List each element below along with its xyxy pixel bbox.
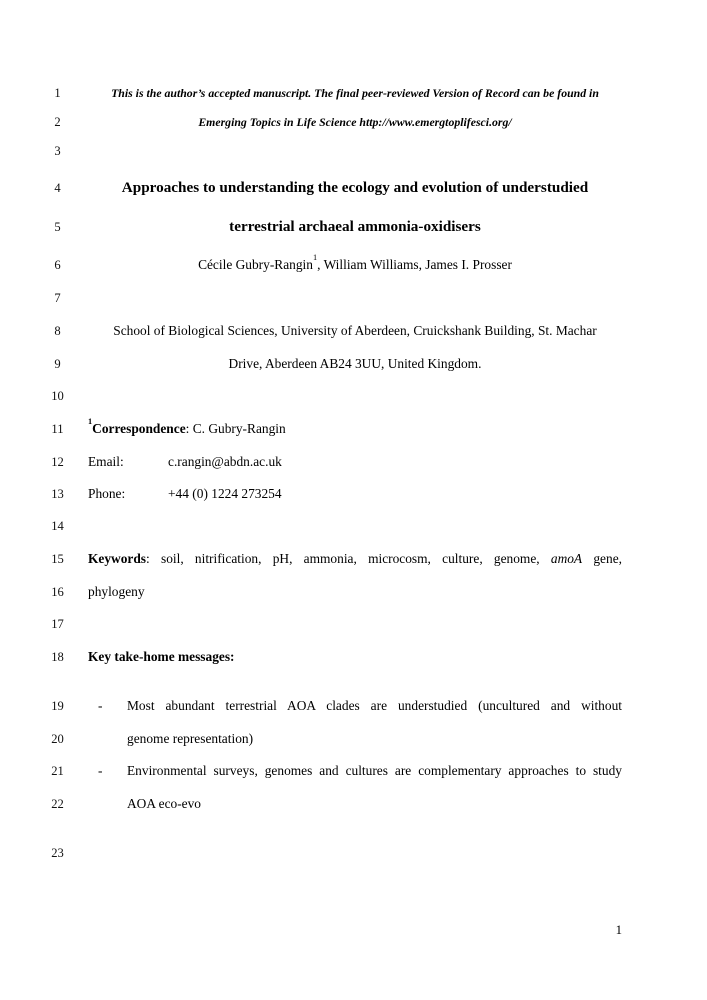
keywords-label: Keywords xyxy=(88,551,147,566)
manuscript-line-16 xyxy=(0,582,707,602)
line-number: 5 xyxy=(54,220,61,234)
paper-title-line2: terrestrial archaeal ammonia-oxidisers xyxy=(229,218,481,235)
correspondence-line xyxy=(88,416,622,439)
email-line xyxy=(88,452,622,472)
manuscript-line-13 xyxy=(0,484,707,504)
manuscript-line-9 xyxy=(0,354,707,374)
manuscript-line-18 xyxy=(0,647,707,667)
phone-line xyxy=(88,484,622,504)
manuscript-line-12 xyxy=(0,452,707,472)
correspondence-superscript: 1 xyxy=(88,416,93,426)
email-label: Email: xyxy=(88,454,124,469)
message-item-2-line1 xyxy=(88,761,622,781)
line-number: 13 xyxy=(51,487,64,501)
line-number: 8 xyxy=(54,324,61,338)
line-number: 20 xyxy=(51,732,64,746)
authors-rest: , William Williams, James I. Prosser xyxy=(317,257,512,272)
keywords-line xyxy=(88,549,622,569)
paper-title-line1: Approaches to understanding the ecology and evolution of understudied xyxy=(121,179,589,196)
line-number: 7 xyxy=(54,291,61,305)
manuscript-line-11 xyxy=(0,416,707,439)
line-number: 3 xyxy=(54,144,61,158)
message-item-2-text1: Environmental surveys, genomes and cultures are complementary approaches to study xyxy=(127,763,622,778)
line-number: 10 xyxy=(51,389,64,403)
correspondence-label-text: Correspondence xyxy=(92,421,186,436)
affiliation-line1: School of Biological Sciences, University of Aberdeen, Cruickshank Building, St. Machar xyxy=(113,323,597,338)
phone-label: Phone: xyxy=(88,486,126,501)
phone-value: +44 (0) 1224 273254 xyxy=(168,486,282,501)
line-number: 9 xyxy=(54,357,61,371)
manuscript-line-4 xyxy=(0,178,707,198)
manuscript-line-15 xyxy=(0,549,707,569)
manuscript-line-1 xyxy=(0,83,707,103)
bullet-dash: - xyxy=(98,698,103,713)
line-number: 6 xyxy=(54,258,61,272)
page-number: 1 xyxy=(615,923,622,937)
line-number: 14 xyxy=(51,519,64,533)
line-number: 2 xyxy=(54,115,61,129)
line-number: 12 xyxy=(51,455,64,469)
manuscript-line-19 xyxy=(0,696,707,716)
authors-line xyxy=(88,252,622,275)
line-number: 19 xyxy=(51,699,64,713)
keywords-amoa-gene: amoA xyxy=(550,551,583,566)
line-number: 21 xyxy=(51,764,64,778)
manuscript-line-22 xyxy=(0,794,707,814)
line-number: 1 xyxy=(54,86,61,100)
manuscript-line-6 xyxy=(0,252,707,275)
manuscript-line-8 xyxy=(0,321,707,341)
message-item-1-line1 xyxy=(88,696,622,716)
message-item-1-line2: genome representation) xyxy=(127,731,254,746)
manuscript-line-5 xyxy=(0,217,707,237)
key-messages-heading: Key take-home messages: xyxy=(88,649,235,664)
email-value: c.rangin@abdn.ac.uk xyxy=(168,454,282,469)
line-number: 22 xyxy=(51,797,64,811)
line-number: 4 xyxy=(54,181,61,195)
manuscript-line-20 xyxy=(0,729,707,749)
author-affiliation-superscript: 1 xyxy=(312,252,318,262)
line-number: 17 xyxy=(51,617,64,631)
keywords-list-part1: : soil, nitrification, pH, ammonia, microcosm, culture, genome, xyxy=(146,551,551,566)
line-number: 11 xyxy=(51,422,64,436)
manuscript-line-21 xyxy=(0,761,707,781)
correspondence-label xyxy=(88,416,186,436)
bullet-dash: - xyxy=(98,763,103,778)
line-number: 16 xyxy=(51,585,64,599)
message-item-1-text1: Most abundant terrestrial AOA clades are understudied (uncultured and without xyxy=(127,698,622,713)
keywords-list-part2: gene, xyxy=(582,551,622,566)
header-disclaimer-line2: Emerging Topics in Life Science http://www.emergtoplifesci.org/ xyxy=(198,115,512,129)
header-disclaimer-line1: This is the author’s accepted manuscript. The final peer-reviewed Version of Record can be found in xyxy=(111,86,599,100)
keywords-continuation: phylogeny xyxy=(88,584,145,599)
affiliation-line2: Drive, Aberdeen AB24 3UU, United Kingdom. xyxy=(228,356,482,371)
manuscript-line-2 xyxy=(0,112,707,132)
line-number: 15 xyxy=(51,552,64,566)
line-number: 18 xyxy=(51,650,64,664)
line-number: 23 xyxy=(51,846,64,860)
author-name-1: Cécile Gubry-Rangin xyxy=(198,257,313,272)
correspondence-value: : C. Gubry-Rangin xyxy=(185,421,286,436)
message-item-2-line2: AOA eco-evo xyxy=(127,796,201,811)
